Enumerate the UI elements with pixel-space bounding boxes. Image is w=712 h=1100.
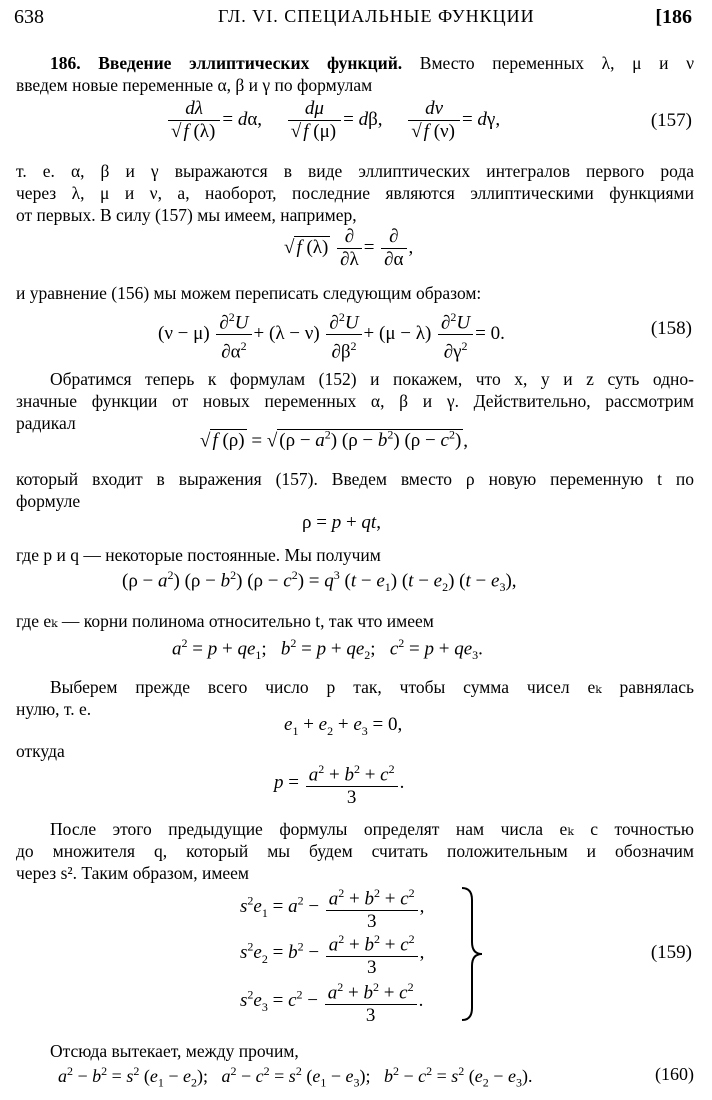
fraction: $\frac{d\nu}{√ f (\nu)}$ <box>408 98 460 143</box>
equation-158: (ν − μ) $\frac{\partial^2U}{\partial\alpha^2}$ + (λ − ν) $\frac{\partial^2U}{\partial\beta^2}$ + (μ − λ) $\frac{\partial^2U}{\partial\gamma^2}$ = 0. <box>158 306 505 364</box>
equation-number: (157) <box>650 110 692 131</box>
equation-159-row1: $s^2e_1 = a^2$ − $\frac{a^2 + b^2 + c^2}{3}$ , <box>240 882 424 933</box>
text-line: формуле <box>16 491 81 511</box>
text-line: значные функции от новых переменных α, β и γ. Действительно, рассмотрим <box>16 391 694 411</box>
text-line: Отсюда вытекает, между прочим, <box>50 1041 299 1061</box>
equation-cubic: $(\rho - a^2)$ $(\rho - b^2)$ $(\rho - c^2) = q^3$ $(t - e_1)$ $(t - e_2)$ $(t - e_3)$, <box>122 568 517 595</box>
equation-160: $a^2 - b^2 = s^2$ $(e_1 - e_2)$; $a^2 - c^2 = s^2$ $(e_1 - e_3)$; $b^2 - c^2 = s^2$ $(e_2 - e_3)$. <box>58 1064 533 1090</box>
text-line: радикал <box>16 413 76 433</box>
equation-157: $\frac{d\lambda}{√ f (\lambda)}$ = dα, $\frac{d\mu}{√ f (\mu)}$ = dβ, $\frac{d\nu}{√ f (\nu)}$ = dγ, <box>166 98 500 143</box>
equation-sum: $e_1 + e_2 + e_3 = 0$, <box>284 714 403 738</box>
equation-number: (160) <box>655 1064 694 1084</box>
text-line: через λ, μ и ν, а, наоборот, последние являются эллиптическими функциями <box>16 183 694 203</box>
intro-text-1: Вместо переменных λ, μ и ν <box>419 53 695 73</box>
section-heading-line <box>50 52 694 74</box>
equation-159-row3: $s^2e_3 = c^2$ − $\frac{a^2 + b^2 + c^2}{3}$ . <box>240 976 423 1027</box>
text-line: и уравнение (156) мы можем переписать следующим образом: <box>16 283 482 303</box>
text-line: нулю, т. е. <box>16 699 92 719</box>
text-line: т. е. α, β и γ выражаются в виде эллиптических интегралов первого рода <box>16 161 694 181</box>
text-line: до множителя q, который мы будем считать положительным и обозначим <box>16 841 694 861</box>
section-title: 186. Введение эллиптических функций. <box>50 53 403 73</box>
text-line: который входит в выражения (157). Введем вместо ρ новую переменную t по <box>16 469 694 489</box>
equation-substitution: ρ = p + qt, <box>302 512 381 533</box>
section-marker: [186 <box>655 6 692 28</box>
text-line: После этого предыдущие формулы определят нам числа eₖ с точностью <box>50 819 694 839</box>
text-line: откуда <box>16 741 65 761</box>
equation-roots: $a^2 = p + qe_1$; $b^2 = p + qe_2$; $c^2 = p + qe_3$. <box>172 636 483 663</box>
equation-operator: √ f (λ) $\frac{\partial}{\partial\lambda}$ = $\frac{\partial}{\partial\alpha}$ , <box>284 226 414 270</box>
text-line: через s². Таким образом, имеем <box>16 863 250 883</box>
text-line: Выберем прежде всего число p так, чтобы сумма чисел eₖ равнялась <box>50 677 694 697</box>
equation-159-row2: $s^2e_2 = b^2$ − $\frac{a^2 + b^2 + c^2}{3}$ , <box>240 928 424 979</box>
page-number: 638 <box>14 6 44 28</box>
intro-text-2: введем новые переменные α, β и γ по формулам <box>16 75 373 95</box>
right-brace-icon <box>458 886 484 1022</box>
equation-radical: √ f (ρ) = √ $(\rho - a^2)$ $(\rho - b^2)$ $(\rho - c^2)$ , <box>200 428 469 452</box>
equation-number: (159) <box>650 942 692 963</box>
text-line: где eₖ — корни полинома относительно t, так что имеем <box>16 611 434 631</box>
fraction: $\frac{d\mu}{√ f (\mu)}$ <box>288 98 341 143</box>
running-title: ГЛ. VI. СПЕЦИАЛЬНЫЕ ФУНКЦИИ <box>218 6 535 26</box>
fraction: $\frac{d\lambda}{√ f (\lambda)}$ <box>168 98 220 143</box>
equation-p: p = $\frac{a^2 + b^2 + c^2}{3}$ . <box>274 758 404 809</box>
equation-number: (158) <box>650 318 692 339</box>
text-line: Обратимся теперь к формулам (152) и покажем, что x, y и z суть одно- <box>50 369 694 389</box>
text-line: от первых. В силу (157) мы имеем, например, <box>16 205 357 225</box>
text-line: где p и q — некоторые постоянные. Мы получим <box>16 545 381 565</box>
